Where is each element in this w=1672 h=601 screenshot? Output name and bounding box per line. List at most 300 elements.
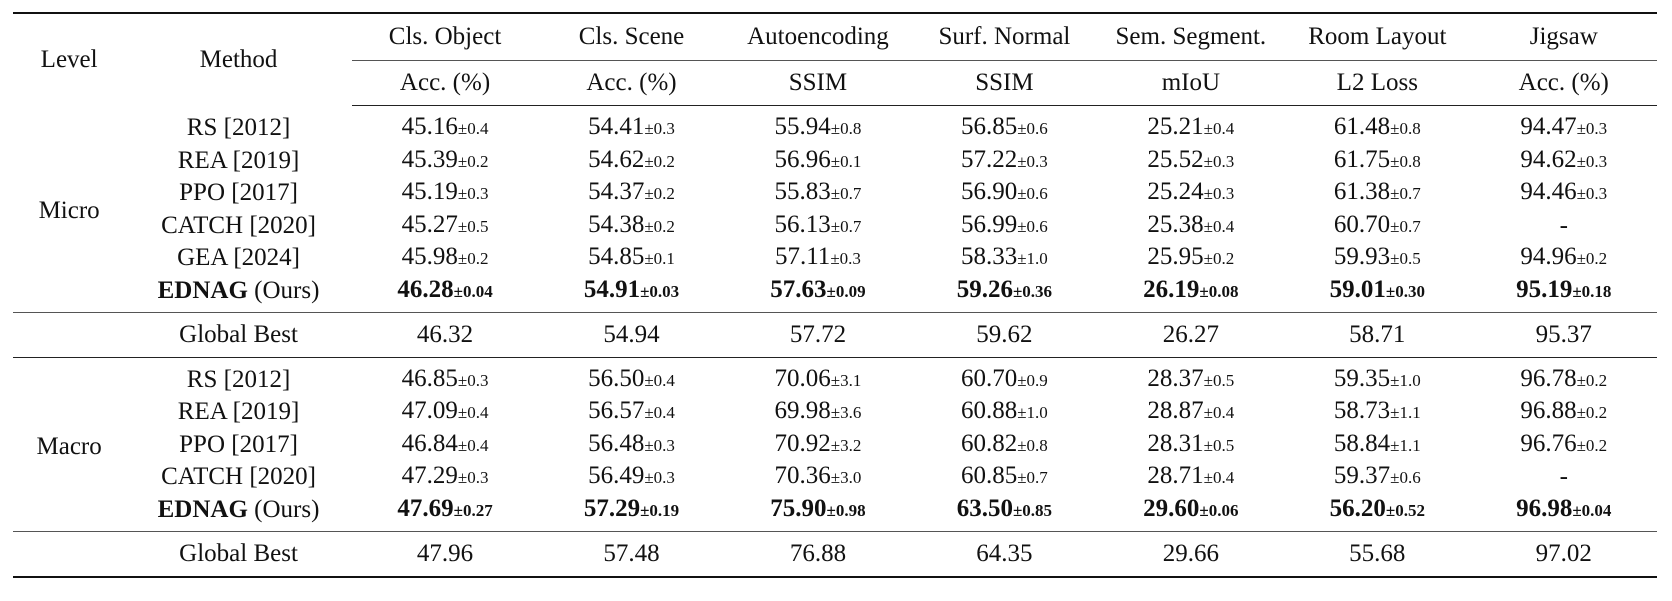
std-value: ±1.1 — [1390, 435, 1421, 455]
mean-value: 59.26 — [956, 275, 1013, 303]
value-cell — [911, 242, 1097, 275]
std-value: ±0.5 — [457, 216, 489, 236]
value-cell — [1471, 494, 1657, 531]
table-row — [13, 494, 1657, 531]
value-cell — [1471, 106, 1657, 145]
value-cell — [352, 461, 538, 494]
std-value: ±0.4 — [1203, 403, 1235, 423]
global-best-value: 64.35 — [911, 531, 1097, 577]
value-cell — [911, 145, 1097, 178]
mean-value: 58.73 — [1333, 397, 1391, 425]
value-cell — [538, 275, 724, 312]
method-suffix: (Ours) — [247, 276, 320, 304]
mean-value: 26.19 — [1143, 275, 1200, 303]
header-task: Sem. Segment. — [1098, 13, 1284, 61]
std-value: ±0.3 — [457, 468, 489, 488]
global-best-value: 57.48 — [538, 531, 724, 577]
method-name — [125, 461, 352, 494]
value-cell — [352, 210, 538, 243]
std-value: ±0.5 — [1203, 435, 1235, 455]
global-best-value: 46.32 — [352, 312, 538, 357]
results-table-container — [13, 12, 1657, 578]
std-value: ±0.5 — [1203, 370, 1235, 390]
std-value: ±0.2 — [1576, 249, 1608, 269]
value-cell — [1284, 210, 1470, 243]
level-label: Micro — [38, 197, 100, 225]
std-value: ±0.8 — [1390, 151, 1421, 171]
header-metric: SSIM — [725, 61, 911, 106]
value-cell — [1471, 461, 1657, 494]
mean-value: 61.75 — [1333, 145, 1391, 173]
mean-value: - — [1559, 211, 1568, 239]
value-cell — [725, 210, 911, 243]
mean-value: 69.98 — [774, 397, 831, 425]
mean-value: 47.69 — [397, 494, 454, 522]
std-value: ±0.52 — [1385, 500, 1425, 520]
std-value: ±0.3 — [644, 468, 675, 488]
mean-value: 56.57 — [588, 397, 645, 425]
empty-cell — [13, 531, 125, 577]
mean-value: 54.62 — [588, 145, 645, 173]
value-cell — [352, 242, 538, 275]
value-cell — [1471, 396, 1657, 429]
value-cell — [1098, 177, 1284, 210]
table-row — [13, 242, 1657, 275]
std-value: ±0.2 — [1203, 249, 1235, 269]
value-cell — [1284, 275, 1470, 312]
mean-value: 56.13 — [774, 210, 831, 238]
value-cell — [1471, 145, 1657, 178]
value-cell — [725, 494, 911, 531]
mean-value: 45.27 — [401, 210, 458, 238]
mean-value: 59.35 — [1333, 364, 1391, 392]
value-cell — [538, 177, 724, 210]
value-cell — [1098, 494, 1284, 531]
mean-value: 58.84 — [1333, 429, 1391, 457]
method-name — [125, 429, 352, 462]
value-cell — [911, 275, 1097, 312]
std-value: ±0.2 — [644, 216, 675, 236]
header-metric: Acc. (%) — [538, 61, 724, 106]
method-label: PPO [2017] — [179, 179, 298, 207]
std-value: ±0.08 — [1199, 281, 1239, 301]
std-value: ±0.4 — [457, 119, 489, 138]
std-value: ±3.2 — [830, 435, 862, 455]
method-label: RS [2012] — [186, 365, 291, 393]
std-value: ±1.0 — [1017, 403, 1048, 423]
mean-value: 47.29 — [401, 462, 458, 490]
mean-value: 25.38 — [1147, 210, 1204, 238]
std-value: ±1.1 — [1390, 403, 1421, 423]
value-cell — [1471, 210, 1657, 243]
mean-value: 25.21 — [1147, 113, 1204, 140]
mean-value: 94.46 — [1520, 178, 1577, 206]
header-metric: mIoU — [1098, 61, 1284, 106]
std-value: ±0.4 — [457, 435, 489, 455]
mean-value: 54.41 — [588, 113, 645, 140]
mean-value: 25.95 — [1147, 243, 1204, 271]
value-cell — [725, 357, 911, 396]
header-task: Cls. Object — [352, 13, 538, 61]
std-value: ±0.3 — [644, 435, 675, 455]
value-cell — [1284, 242, 1470, 275]
std-value: ±0.4 — [644, 370, 675, 390]
mean-value: 54.91 — [583, 275, 641, 303]
global-best-row — [13, 531, 1657, 577]
mean-value: 60.88 — [960, 397, 1018, 425]
mean-value: 70.92 — [774, 429, 831, 457]
value-cell — [1284, 106, 1470, 145]
std-value: ±0.04 — [453, 281, 493, 301]
std-value: ±0.8 — [1390, 119, 1421, 138]
std-value: ±0.36 — [1012, 281, 1053, 301]
std-value: ±0.03 — [640, 281, 680, 301]
std-value: ±0.7 — [1390, 184, 1421, 204]
std-value: ±0.6 — [1017, 119, 1048, 138]
global-best-value: 58.71 — [1284, 312, 1470, 357]
value-cell — [352, 145, 538, 178]
method-name — [125, 210, 352, 243]
global-best-value: 54.94 — [538, 312, 724, 357]
std-value: ±0.4 — [1203, 468, 1235, 488]
value-cell — [352, 177, 538, 210]
std-value: ±0.06 — [1199, 500, 1239, 520]
header-row-tasks — [13, 13, 1657, 61]
mean-value: 46.85 — [401, 364, 458, 392]
std-value: ±0.2 — [1576, 370, 1608, 390]
method-label: PPO [2017] — [179, 430, 298, 458]
std-value: ±0.85 — [1012, 500, 1053, 520]
std-value: ±0.3 — [1203, 151, 1235, 171]
header-level: Level — [13, 13, 125, 106]
value-cell — [538, 396, 724, 429]
mean-value: 56.50 — [588, 364, 645, 392]
table-row — [13, 429, 1657, 462]
global-best-value: 76.88 — [725, 531, 911, 577]
header-task: Autoencoding — [725, 13, 911, 61]
value-cell — [538, 461, 724, 494]
mean-value: 96.88 — [1520, 397, 1577, 425]
std-value: ±0.3 — [1576, 119, 1608, 138]
mean-value: 70.36 — [774, 462, 831, 490]
header-task: Cls. Scene — [538, 13, 724, 61]
value-cell — [538, 210, 724, 243]
std-value: ±0.4 — [1203, 119, 1235, 138]
std-value: ±0.04 — [1572, 500, 1612, 520]
mean-value: 63.50 — [956, 494, 1013, 522]
mean-value: 55.94 — [774, 113, 831, 140]
value-cell — [352, 275, 538, 312]
mean-value: - — [1559, 463, 1568, 491]
header-task: Surf. Normal — [911, 13, 1097, 61]
header-task: Room Layout — [1284, 13, 1470, 61]
method-name — [125, 242, 352, 275]
value-cell — [1098, 275, 1284, 312]
value-cell — [1284, 461, 1470, 494]
method-label: REA [2019] — [177, 398, 300, 426]
value-cell — [911, 429, 1097, 462]
value-cell — [1098, 429, 1284, 462]
std-value: ±0.8 — [830, 119, 862, 138]
mean-value: 60.85 — [960, 462, 1018, 490]
value-cell — [1284, 494, 1470, 531]
mean-value: 56.85 — [960, 113, 1018, 140]
std-value: ±0.7 — [830, 184, 862, 204]
std-value: ±0.3 — [1017, 151, 1048, 171]
value-cell — [538, 106, 724, 145]
std-value: ±0.3 — [1576, 151, 1608, 171]
method-label: CATCH [2020] — [161, 211, 316, 239]
table-row — [13, 275, 1657, 312]
global-best-value: 59.62 — [911, 312, 1097, 357]
method-suffix: (Ours) — [247, 495, 320, 523]
mean-value: 56.96 — [774, 145, 831, 173]
table-body — [13, 106, 1657, 577]
value-cell — [352, 357, 538, 396]
std-value: ±0.5 — [1390, 249, 1421, 269]
mean-value: 45.16 — [401, 113, 458, 140]
std-value: ±0.2 — [1576, 435, 1608, 455]
mean-value: 61.38 — [1333, 178, 1391, 206]
mean-value: 54.37 — [588, 178, 645, 206]
std-value: ±0.6 — [1017, 216, 1048, 236]
std-value: ±0.2 — [457, 151, 489, 171]
global-best-value: 57.72 — [725, 312, 911, 357]
value-cell — [1471, 429, 1657, 462]
std-value: ±0.2 — [644, 184, 675, 204]
std-value: ±0.27 — [453, 500, 493, 520]
std-value: ±0.3 — [830, 249, 861, 269]
std-value: ±3.0 — [830, 468, 862, 488]
mean-value: 47.09 — [401, 397, 458, 425]
mean-value: 56.48 — [588, 429, 645, 457]
mean-value: 56.20 — [1329, 494, 1386, 522]
mean-value: 45.19 — [401, 178, 458, 206]
mean-value: 46.84 — [401, 429, 458, 457]
global-best-value: 29.66 — [1098, 531, 1284, 577]
std-value: ±0.1 — [644, 249, 675, 269]
mean-value: 46.28 — [397, 275, 454, 303]
value-cell — [1284, 145, 1470, 178]
value-cell — [538, 145, 724, 178]
std-value: ±3.6 — [830, 403, 862, 423]
mean-value: 56.99 — [960, 210, 1018, 238]
std-value: ±0.6 — [1017, 184, 1048, 204]
std-value: ±0.98 — [826, 500, 866, 520]
method-name — [125, 145, 352, 178]
mean-value: 94.47 — [1520, 113, 1577, 140]
std-value: ±0.2 — [1576, 403, 1608, 423]
value-cell — [352, 396, 538, 429]
global-best-value: 97.02 — [1471, 531, 1657, 577]
results-table — [13, 12, 1657, 578]
mean-value: 59.37 — [1333, 462, 1391, 490]
global-best-value: 26.27 — [1098, 312, 1284, 357]
value-cell — [911, 396, 1097, 429]
value-cell — [725, 429, 911, 462]
method-label: GEA [2024] — [177, 244, 300, 272]
mean-value: 94.62 — [1520, 145, 1577, 173]
std-value: ±0.3 — [457, 184, 489, 204]
mean-value: 58.33 — [960, 243, 1018, 271]
mean-value: 54.85 — [588, 243, 645, 271]
std-value: ±0.7 — [830, 216, 862, 236]
std-value: ±0.09 — [826, 281, 866, 301]
value-cell — [725, 242, 911, 275]
value-cell — [911, 106, 1097, 145]
mean-value: 45.98 — [401, 243, 458, 271]
std-value: ±0.19 — [640, 500, 680, 520]
method-name — [125, 396, 352, 429]
header-metric: Acc. (%) — [352, 61, 538, 106]
std-value: ±0.7 — [1390, 216, 1421, 236]
std-value: ±0.3 — [1203, 184, 1235, 204]
std-value: ±3.1 — [830, 370, 862, 390]
method-name — [125, 357, 352, 396]
level-label: Macro — [36, 432, 102, 460]
std-value: ±0.4 — [644, 403, 675, 423]
value-cell — [725, 461, 911, 494]
value-cell — [1284, 429, 1470, 462]
global-best-value: 47.96 — [352, 531, 538, 577]
std-value: ±0.9 — [1017, 370, 1048, 390]
method-name — [125, 494, 352, 531]
value-cell — [725, 275, 911, 312]
global-best-row — [13, 312, 1657, 357]
mean-value: 95.19 — [1516, 275, 1573, 303]
mean-value: 59.01 — [1329, 275, 1386, 303]
mean-value: 96.76 — [1520, 429, 1577, 457]
header-metric: SSIM — [911, 61, 1097, 106]
value-cell — [1098, 461, 1284, 494]
value-cell — [1284, 177, 1470, 210]
mean-value: 70.06 — [774, 364, 831, 392]
method-label: RS [2012] — [186, 113, 291, 141]
value-cell — [1098, 106, 1284, 145]
method-name — [125, 106, 352, 145]
value-cell — [911, 494, 1097, 531]
mean-value: 56.49 — [588, 462, 645, 490]
std-value: ±0.4 — [1203, 216, 1235, 236]
value-cell — [1098, 396, 1284, 429]
table-row — [13, 106, 1657, 145]
mean-value: 29.60 — [1143, 494, 1200, 522]
header-metric: Acc. (%) — [1471, 61, 1657, 106]
value-cell — [725, 145, 911, 178]
mean-value: 28.71 — [1147, 462, 1204, 490]
std-value: ±0.2 — [457, 249, 489, 269]
std-value: ±0.1 — [830, 151, 862, 171]
mean-value: 59.93 — [1333, 243, 1391, 271]
mean-value: 55.83 — [774, 178, 831, 206]
std-value: ±0.8 — [1017, 435, 1048, 455]
value-cell — [911, 357, 1097, 396]
mean-value: 57.63 — [770, 275, 827, 303]
table-row — [13, 177, 1657, 210]
mean-value: 45.39 — [401, 145, 458, 173]
value-cell — [911, 177, 1097, 210]
header-method: Method — [125, 13, 352, 106]
global-best-label: Global Best — [125, 312, 352, 357]
value-cell — [1098, 242, 1284, 275]
table-row — [13, 210, 1657, 243]
value-cell — [1284, 396, 1470, 429]
table-row — [13, 396, 1657, 429]
value-cell — [352, 106, 538, 145]
value-cell — [725, 177, 911, 210]
mean-value: 57.22 — [960, 145, 1018, 173]
std-value: ±1.0 — [1017, 249, 1048, 269]
value-cell — [911, 210, 1097, 243]
mean-value: 28.87 — [1147, 397, 1204, 425]
value-cell — [538, 494, 724, 531]
mean-value: 96.98 — [1516, 494, 1573, 522]
method-label: EDNAG — [157, 276, 248, 304]
global-best-label: Global Best — [125, 531, 352, 577]
mean-value: 57.11 — [774, 243, 831, 271]
global-best-value: 55.68 — [1284, 531, 1470, 577]
mean-value: 94.96 — [1520, 243, 1577, 271]
std-value: ±0.6 — [1390, 468, 1421, 488]
value-cell — [1471, 357, 1657, 396]
global-best-value: 95.37 — [1471, 312, 1657, 357]
value-cell — [1471, 275, 1657, 312]
empty-cell — [13, 312, 125, 357]
mean-value: 96.78 — [1520, 364, 1577, 392]
value-cell — [1098, 357, 1284, 396]
mean-value: 60.70 — [960, 364, 1018, 392]
table-row — [13, 357, 1657, 396]
mean-value: 60.82 — [960, 429, 1018, 457]
header-metric: L2 Loss — [1284, 61, 1470, 106]
value-cell — [1284, 357, 1470, 396]
std-value: ±0.4 — [457, 403, 489, 423]
mean-value: 25.52 — [1147, 145, 1204, 173]
std-value: ±0.7 — [1017, 468, 1048, 488]
value-cell — [1098, 145, 1284, 178]
value-cell — [1471, 177, 1657, 210]
value-cell — [1471, 242, 1657, 275]
value-cell — [538, 429, 724, 462]
mean-value: 28.37 — [1147, 364, 1204, 392]
std-value: ±0.2 — [644, 151, 675, 171]
mean-value: 60.70 — [1333, 210, 1391, 238]
std-value: ±0.3 — [457, 370, 489, 390]
method-name — [125, 275, 352, 312]
method-label: CATCH [2020] — [161, 463, 316, 491]
mean-value: 28.31 — [1147, 429, 1204, 457]
mean-value: 56.90 — [960, 178, 1018, 206]
std-value: ±0.3 — [1576, 184, 1608, 204]
value-cell — [1098, 210, 1284, 243]
value-cell — [538, 357, 724, 396]
mean-value: 75.90 — [770, 494, 827, 522]
method-label: REA [2019] — [177, 146, 300, 174]
value-cell — [911, 461, 1097, 494]
std-value: ±0.3 — [644, 119, 675, 138]
value-cell — [352, 429, 538, 462]
std-value: ±1.0 — [1390, 370, 1421, 390]
header-task: Jigsaw — [1471, 13, 1657, 61]
value-cell — [725, 396, 911, 429]
mean-value: 61.48 — [1333, 113, 1391, 140]
value-cell — [725, 106, 911, 145]
value-cell — [538, 242, 724, 275]
method-label: EDNAG — [157, 495, 248, 523]
method-name — [125, 177, 352, 210]
std-value: ±0.18 — [1572, 281, 1612, 301]
table-row — [13, 461, 1657, 494]
